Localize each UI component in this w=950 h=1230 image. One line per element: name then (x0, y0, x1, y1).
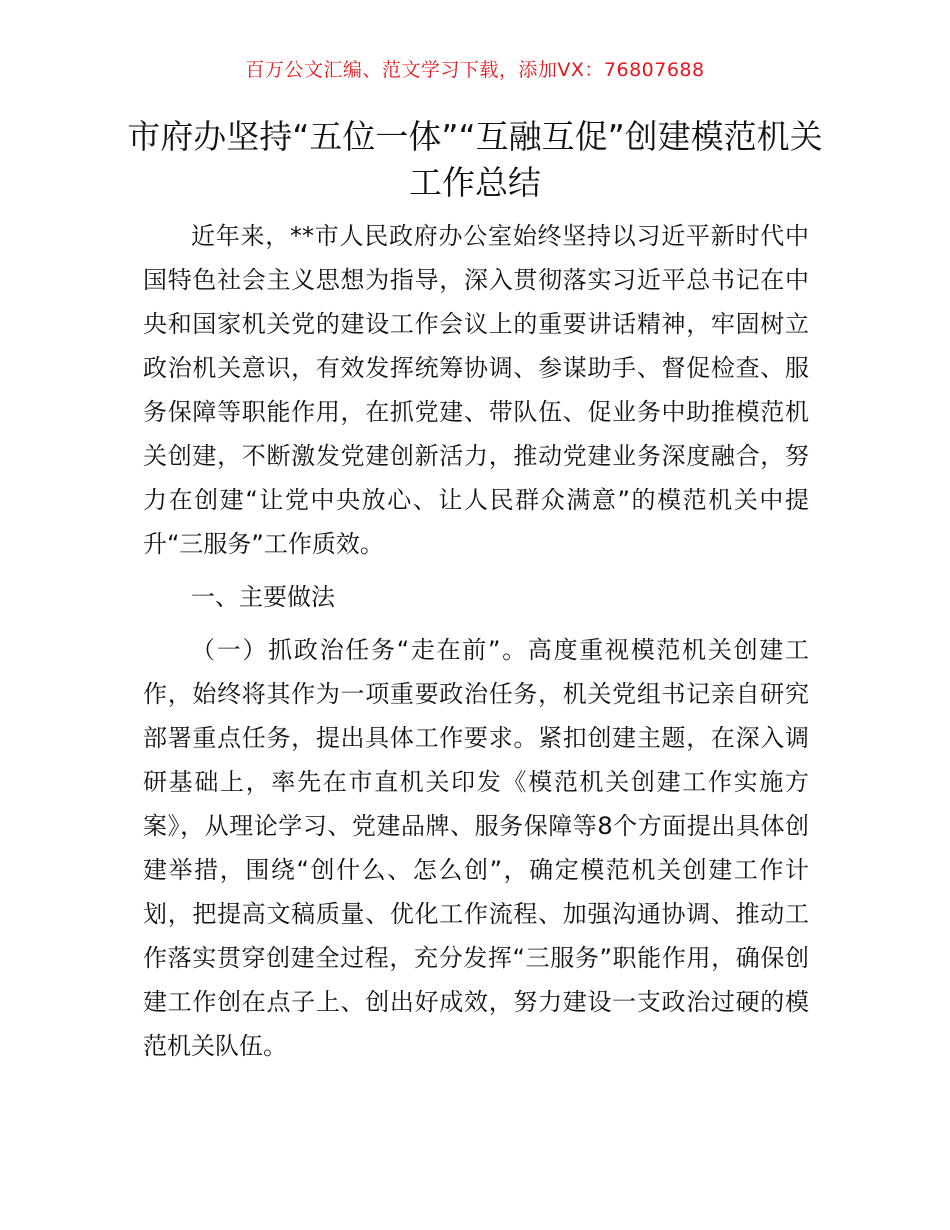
document-body (143, 214, 809, 1068)
intro-paragraph: 近年来，**市人民政府办公室始终坚持以习近平新时代中国特色社会主义思想为指导，深入贯彻落实习近平总书记在中央和国家机关党的建设工作会议上的重要讲话精神，牢固树立政治机关意识，有效发挥统筹协调、参谋助手、督促检查、服务保障等职能作用，在抓党建、带队伍、促业务中助推模范机关创建，不断激发党建创新活力，推动党建业务深度融合，努力在创建“让党中央放心、让人民群众满意”的模范机关中提升“三服务”工作质效。 (143, 222, 809, 558)
section-heading: 一、主要做法 (191, 583, 335, 611)
document-title: 市府办坚持“五位一体”“互融互促”创建模范机关工作总结 (127, 117, 823, 202)
subsection-paragraph: （一）抓政治任务“走在前”。高度重视模范机关创建工作，始终将其作为一项重要政治任务，机关党组书记亲自研究部署重点任务，提出具体工作要求。紧扣创建主题，在深入调研基础上，率先在市直机关印发《模范机关创建工作实施方案》，从理论学习、党建品牌、服务保障等8个方面提出具体创建举措，围绕“创什么、怎么创”，确定模范机关创建工作计划，把提高文稿质量、优化工作流程、加强沟通协调、推动工作落实贯穿创建全过程，充分发挥“三服务”职能作用，确保创建工作创在点子上、创出好成效，努力建设一支政治过硬的模范机关队伍。 (143, 636, 809, 1060)
header-banner: 百万公文汇编、范文学习下载，添加VX：76807688 (245, 59, 705, 81)
